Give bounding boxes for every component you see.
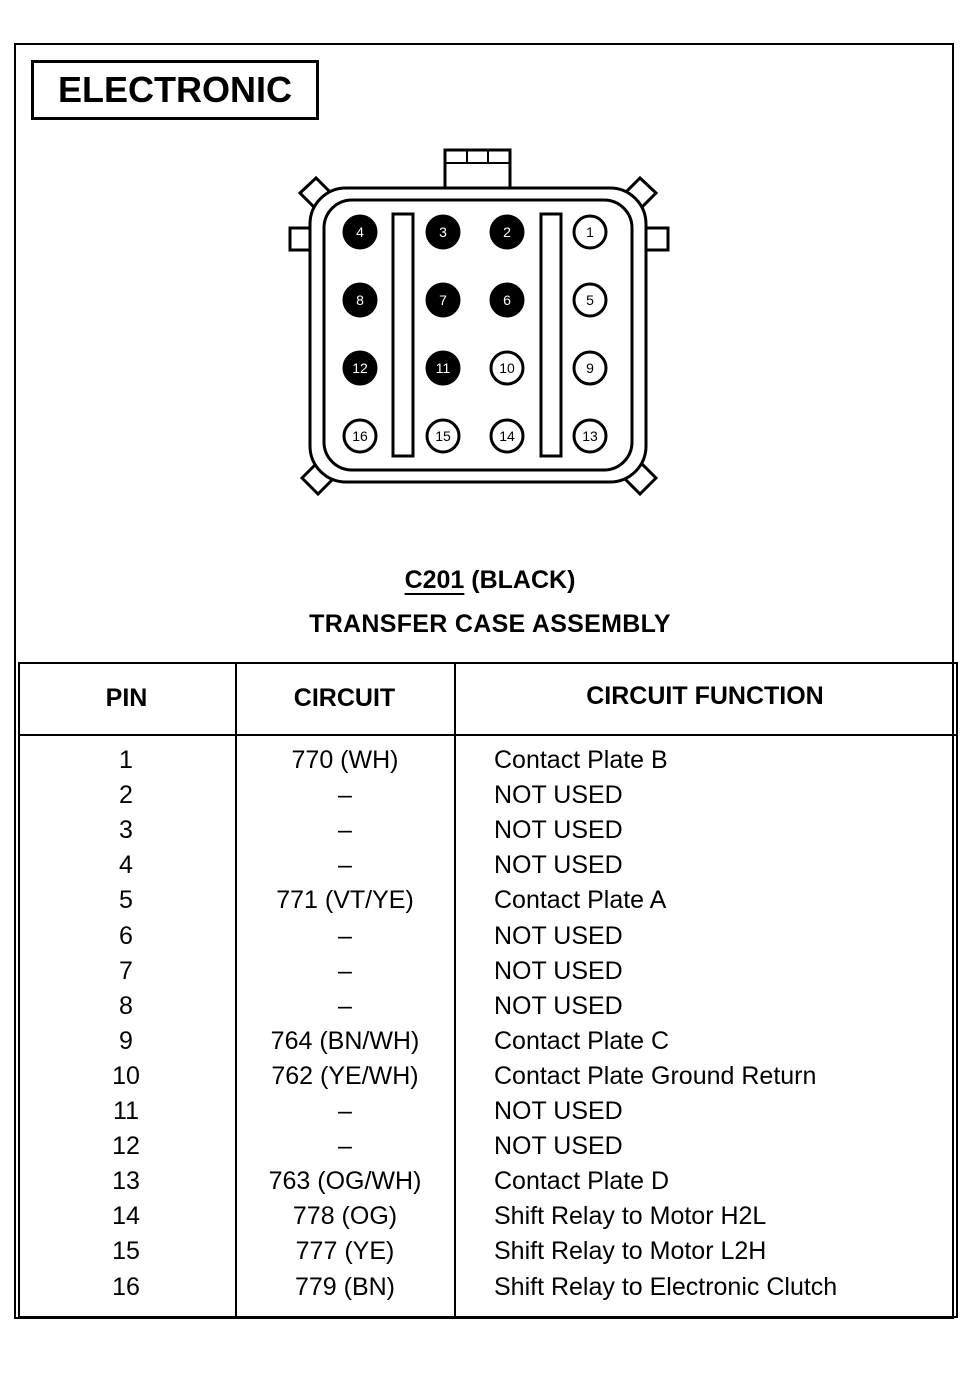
pin-cell: 2 [119,781,133,810]
function-cell: NOT USED [494,921,623,950]
pin-4 [344,216,376,248]
function-cell: Shift Relay to Motor H2L [494,1202,767,1231]
table-row [0,886,980,921]
function-cell: NOT USED [494,851,623,880]
pin-number: 1 [586,224,594,240]
connector-caption [0,566,980,595]
function-cell: Contact Plate Ground Return [494,1061,817,1090]
table-row [0,851,980,886]
pin-number: 11 [435,360,451,376]
pin-16 [344,420,376,452]
table-header-divider [18,734,958,736]
circuit-cell: – [338,781,352,810]
pin-cell: 8 [119,991,133,1020]
pin-number: 9 [586,360,594,376]
pin-number: 10 [499,360,515,376]
pin-number: 12 [352,360,368,376]
circuit-cell: – [338,1132,352,1161]
circuit-cell: – [338,956,352,985]
pin-2 [491,216,523,248]
function-cell: Contact Plate C [494,1026,670,1055]
pin-15 [427,420,459,452]
connector-assembly: TRANSFER CASE ASSEMBLY [309,610,671,638]
pin-number: 2 [503,224,511,240]
circuit-cell: 778 (OG) [292,1202,398,1231]
pin-7 [427,284,459,316]
table-border-bottom [18,1316,958,1318]
pin-number: 8 [356,292,364,308]
pin-number: 4 [356,224,364,240]
circuit-cell: 779 (BN) [294,1272,396,1301]
table-row [0,1097,980,1132]
table-row [0,922,980,957]
pin-cell: 14 [112,1202,140,1231]
circuit-cell: 764 (BN/WH) [270,1026,420,1055]
table-row [0,1167,980,1202]
pin-11 [427,352,459,384]
header-pin: PIN [105,684,148,712]
function-cell: NOT USED [494,1097,623,1125]
pin-14 [491,420,523,452]
pin-number: 13 [582,428,598,444]
table-row [0,781,980,816]
function-cell: NOT USED [494,781,623,810]
circuit-cell: – [338,921,352,950]
pin-9 [574,352,606,384]
pin-cell: 7 [119,956,133,985]
function-cell: Contact Plate D [494,1167,670,1196]
connector-face-diagram [0,0,980,560]
table-row [0,1237,980,1272]
table-row [0,1027,980,1062]
table-row [0,1132,980,1167]
pin-cell: 15 [112,1237,140,1266]
pin-13 [574,420,606,452]
pin-cell: 1 [119,746,133,774]
circuit-cell: 762 (YE/WH) [271,1061,419,1090]
function-cell: Shift Relay to Motor L2H [494,1237,767,1266]
circuit-cell: – [338,851,352,880]
function-cell: Shift Relay to Electronic Clutch [494,1272,838,1301]
function-cell: NOT USED [494,816,623,845]
function-cell: NOT USED [494,991,623,1020]
header-circuit: CIRCUIT [293,684,396,712]
table-row [0,992,980,1027]
pin-cell: 16 [112,1272,140,1301]
pin-number: 14 [499,428,515,444]
table-row [0,1273,980,1308]
pin-8 [344,284,376,316]
pin-cell: 4 [119,851,133,880]
pin-10 [491,352,523,384]
pin-number: 16 [352,428,368,444]
pin-6 [491,284,523,316]
circuit-cell: 771 (VT/YE) [276,886,414,915]
table-row [0,1202,980,1237]
pin-number: 5 [586,292,594,308]
table-row [0,957,980,992]
function-cell: NOT USED [494,956,623,985]
function-cell: NOT USED [494,1132,623,1161]
circuit-cell: 777 (YE) [295,1237,395,1266]
pin-number: 7 [439,292,447,308]
pin-number: 15 [435,428,451,444]
table-row [0,746,980,781]
pin-number: 6 [503,292,511,308]
circuit-cell: 770 (WH) [291,746,399,774]
table-row [0,1062,980,1097]
circuit-cell: 763 (OG/WH) [268,1167,422,1196]
circuit-cell: – [338,991,352,1020]
function-cell: Contact Plate B [494,746,668,774]
pin-12 [344,352,376,384]
pin-cell: 13 [112,1167,140,1196]
pin-cell: 11 [113,1097,139,1125]
function-cell: Contact Plate A [494,886,667,915]
header-function: CIRCUIT FUNCTION [586,682,824,710]
connector-code: C201 [404,566,465,594]
pin-cell: 3 [119,816,133,845]
circuit-cell: – [338,1097,352,1125]
pin-cell: 6 [119,921,133,950]
circuit-cell: – [338,816,352,845]
connector-color: (BLACK) [471,566,576,594]
pin-cell: 5 [119,886,133,915]
pin-number: 3 [439,224,447,240]
pin-cell: 12 [112,1132,140,1161]
section-badge: ELECTRONIC [31,60,319,120]
pin-1 [574,216,606,248]
table-row [0,816,980,851]
pin-3 [427,216,459,248]
pin-cell: 9 [119,1026,133,1055]
pin-5 [574,284,606,316]
pin-cell: 10 [112,1061,140,1090]
